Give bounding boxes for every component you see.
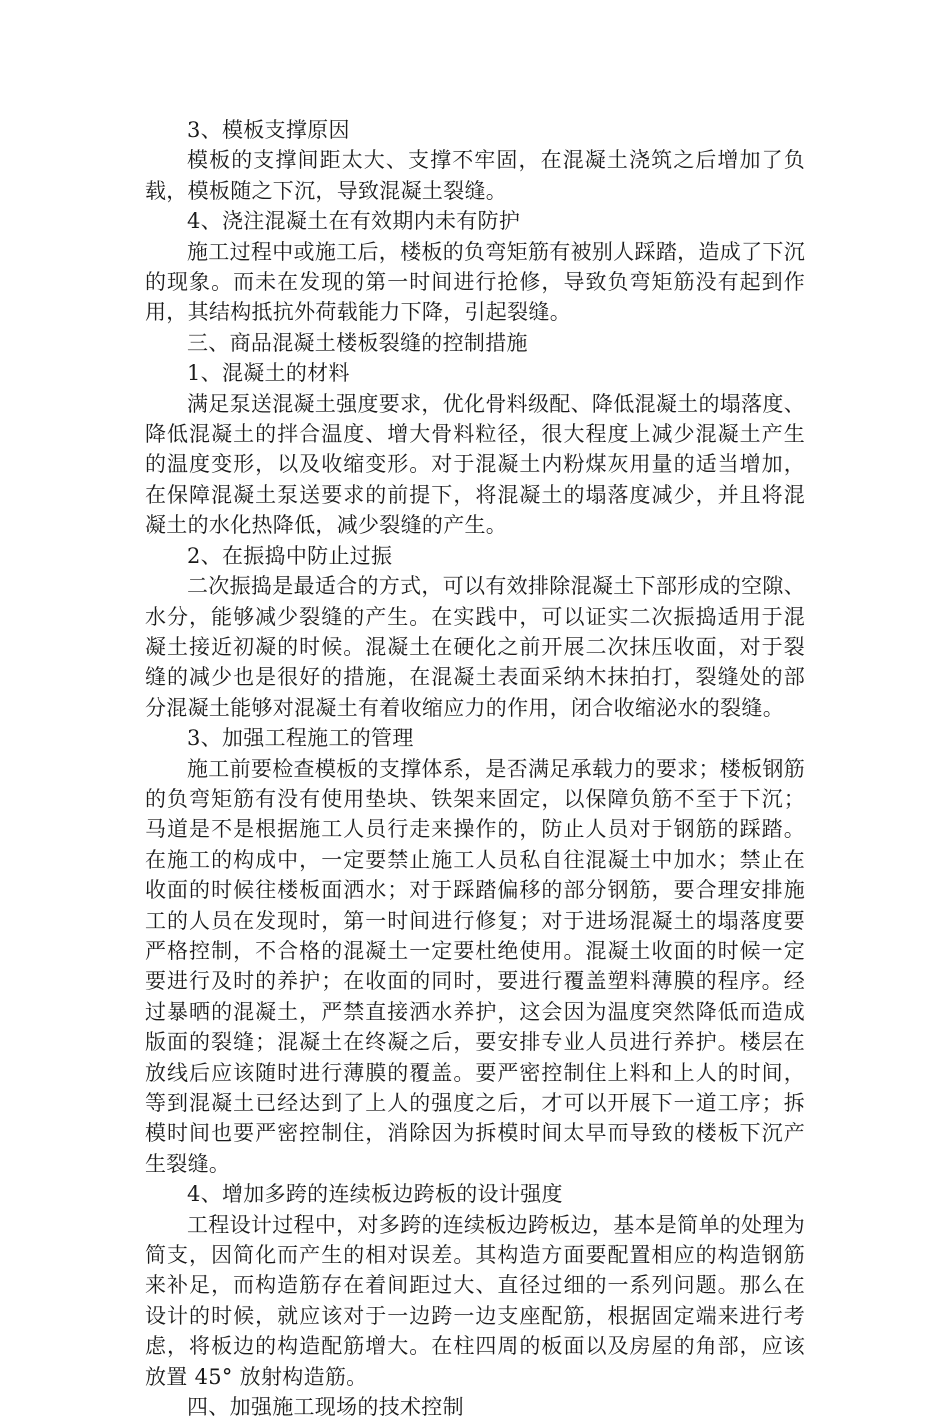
section-heading: 3、模板支撑原因	[187, 118, 350, 142]
body-paragraph: 满足泵送混凝土强度要求，优化骨料级配、降低混凝土的塌落度、降低混凝土的拌合温度、增大骨料粒径，很大程度上减少混凝土产生的温度变形，以及收缩变形。对于混凝土内粉煤灰用量的适当增加，在保障混凝土泵送要求的前提下，将混凝土的塌落度减少，并且将混凝土的水化热降低，减少裂缝的产生。	[145, 391, 805, 538]
body-paragraph: 模板的支撑间距太大、支撑不牢固，在混凝土浇筑之后增加了负载，模板随之下沉，导致混凝土裂缝。	[145, 148, 805, 203]
section-heading: 1、混凝土的材料	[187, 361, 350, 386]
body-paragraph: 施工前要检查模板的支撑体系，是否满足承载力的要求；楼板钢筋的负弯矩筋有没有使用垫块、铁架来固定，以保障负筋不至于下沉；马道是不是根据施工人员行走来操作的，防止人员对于钢筋的踩踏。在施工的构成中，一定要禁止施工人员私自往混凝土中加水；禁止在收面的时候往楼板面洒水；对于踩踏偏移的部分钢筋，要合理安排施工的人员在发现时，第一时间进行修复；对于进场混凝土的塌落度要严格控制，不合格的混凝土一定要杜绝使用。混凝土收面的时候一定要进行及时的养护；在收面的同时，要进行覆盖塑料薄膜的程序。经过暴晒的混凝土，严禁直接洒水养护，这会因为温度突然降低而造成版面的裂缝；混凝土在终凝之后，要安排专业人员进行养护。楼层在放线后应该随时进行薄膜的覆盖。要严密控制住上料和上人的时间，等到混凝土已经达到了上人的强度之后，才可以开展下一道工序；拆模时间也要严密控制住，消除因为拆模时间太早而导致的楼板下沉产生裂缝。	[145, 756, 805, 1176]
body-paragraph: 施工过程中或施工后，楼板的负弯矩筋有被别人踩踏，造成了下沉的现象。而未在发现的第一时间进行抢修，导致负弯矩筋没有起到作用，其结构抵抗外荷载能力下降，引起裂缝。	[145, 239, 805, 325]
document-page	[145, 115, 805, 1422]
section-heading: 3、加强工程施工的管理	[187, 726, 414, 751]
section-heading: 2、在振捣中防止过振	[187, 543, 393, 568]
body-paragraph: 二次振捣是最适合的方式，可以有效排除混凝土下部形成的空隙、水分，能够减少裂缝的产生。在实践中，可以证实二次振捣适用于混凝土接近初凝的时候。混凝土在硬化之前开展二次抹压收面，对于裂缝的减少也是很好的措施，在混凝土表面采纳木抹拍打，裂缝处的部分混凝土能够对混凝土有着收缩应力的作用，闭合收缩泌水的裂缝。	[145, 574, 805, 720]
section-heading: 4、增加多跨的连续板边跨板的设计强度	[187, 1182, 563, 1207]
chapter-heading: 四、加强施工现场的技术控制	[187, 1395, 464, 1420]
chapter-heading: 三、商品混凝土楼板裂缝的控制措施	[187, 330, 528, 355]
section-heading: 4、浇注混凝土在有效期内未有防护	[187, 209, 521, 234]
body-paragraph: 工程设计过程中，对多跨的连续板边跨板边，基本是简单的处理为简支，因简化而产生的相对误差。其构造方面要配置相应的构造钢筋来补足，而构造筋存在着间距过大、直径过细的一系列问题。那么在设计的时候，就应该对于一边跨一边支座配筋，根据固定端来进行考虑，将板边的构造配筋增大。在柱四周的板面以及房屋的角部，应该放置 45° 放射构造筋。	[145, 1212, 805, 1389]
